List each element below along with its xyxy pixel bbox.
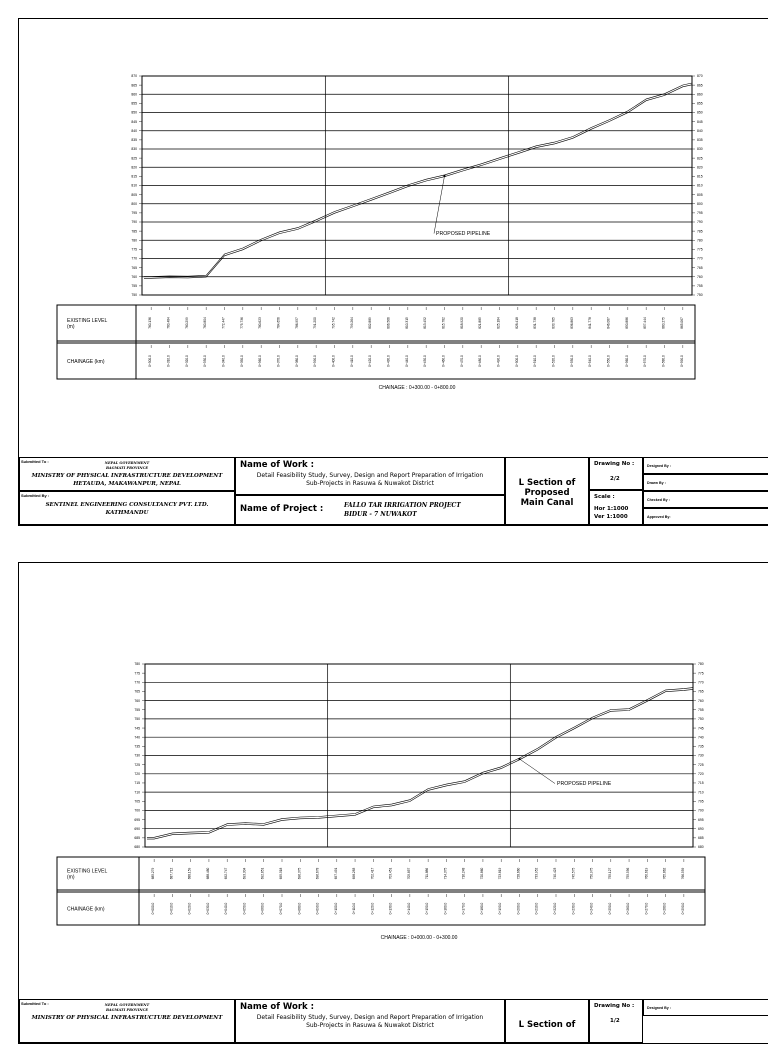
existing-level-value: 799.264 xyxy=(349,317,354,329)
existing-level-value: 714.375 xyxy=(443,867,448,880)
y-tick-label-left: 720 xyxy=(134,772,140,776)
consultant-name: SENTINEL ENGINEERING CONSULTANCY PVT. LTD. xyxy=(45,502,209,508)
y-tick-label-left: 770 xyxy=(134,680,140,685)
chainage-value: 0+000.0 xyxy=(151,902,156,915)
y-tick-label-left: 840 xyxy=(131,128,137,133)
chainage-value: 0+220.0 xyxy=(553,902,557,915)
y-tick-label-right: 775 xyxy=(698,671,704,676)
submitted-to-label: Submitted To : xyxy=(21,459,49,464)
y-tick-label-left: 740 xyxy=(134,735,140,740)
approved-by-cell xyxy=(643,508,768,525)
chainage-value: 0+360.0 xyxy=(258,355,263,367)
chainage-value: 0+480.0 xyxy=(478,355,483,367)
row-label-chainage: CHAINAGE (km) xyxy=(67,906,105,913)
y-tick-label-right: 710 xyxy=(698,790,704,795)
existing-level-value: 716.248 xyxy=(461,867,466,880)
drawn-by-cell xyxy=(643,474,768,491)
existing-level-value: 755.556 xyxy=(626,867,631,880)
y-tick-label-left: 730 xyxy=(134,753,140,758)
existing-level-value: 821.885 xyxy=(478,317,483,329)
row-label-existing-unit: (m) xyxy=(67,874,75,881)
existing-level-value: 818.920 xyxy=(459,317,464,329)
chainage-value: 0+520.0 xyxy=(551,355,556,367)
chainage-value: 0+010.0 xyxy=(169,902,174,915)
drawing-no-cell xyxy=(589,457,643,490)
y-tick-label-right: 765 xyxy=(697,265,703,270)
y-tick-label-right: 835 xyxy=(697,138,703,143)
existing-level-value: 857.444 xyxy=(643,317,648,329)
y-tick-label-right: 770 xyxy=(697,256,703,261)
submitted-to-cell-2 xyxy=(19,999,235,1043)
y-tick-label-left: 835 xyxy=(131,138,137,143)
existing-ground-line xyxy=(144,83,692,277)
chainage-value: 0+040.0 xyxy=(224,902,229,915)
row-label-existing: EXISTING LEVEL xyxy=(67,868,108,875)
existing-level-value: 755.127 xyxy=(607,867,612,880)
y-tick-label-left: 810 xyxy=(131,183,137,188)
chainage-value: 0+380.0 xyxy=(294,355,299,367)
existing-level-value: 810.315 xyxy=(404,317,409,329)
chainage-value: 0+280.0 xyxy=(662,902,667,915)
profile-chart-2 xyxy=(19,563,768,999)
y-tick-label-right: 780 xyxy=(698,662,704,667)
y-tick-label-right: 700 xyxy=(698,808,704,813)
existing-level-value: 705.857 xyxy=(406,867,411,880)
y-tick-label-right: 830 xyxy=(697,147,703,152)
chainage-value: 0+080.0 xyxy=(297,902,302,915)
existing-ground-line xyxy=(147,688,693,838)
existing-level-value: 745.575 xyxy=(571,867,576,880)
existing-level-value: 846.087 xyxy=(606,317,611,329)
pipeline-leader xyxy=(434,176,445,234)
chainage-value: 0+540.0 xyxy=(588,355,593,367)
existing-level-value: 765.862 xyxy=(662,867,667,880)
existing-level-value: 772.447 xyxy=(221,317,226,329)
pipeline-marker xyxy=(518,758,520,760)
chainage-value: 0+500.0 xyxy=(514,355,519,367)
y-tick-label-left: 745 xyxy=(134,726,140,731)
existing-level-value: 733.952 xyxy=(534,867,539,880)
chainage-value: 0+170.0 xyxy=(461,902,466,915)
chainage-value: 0+530.0 xyxy=(569,355,574,367)
y-tick-label-right: 760 xyxy=(697,274,703,279)
y-tick-label-right: 815 xyxy=(697,174,703,179)
y-tick-label-left: 700 xyxy=(134,808,140,813)
existing-level-value: 760.804 xyxy=(203,317,208,329)
name-of-work-text: Detail Feasibility Study, Survey, Design and Report Preparation of Irrigation Sub-Projects in Rasuwa & Nuwakot District xyxy=(256,472,484,487)
y-tick-label-left: 680 xyxy=(134,845,140,850)
profile-chart-1 xyxy=(19,19,768,459)
submitted-by-cell xyxy=(19,491,235,525)
y-tick-label-right: 770 xyxy=(698,680,704,685)
y-tick-label-right: 785 xyxy=(697,229,703,234)
chainage-value: 0+330.0 xyxy=(203,355,208,367)
existing-level-value: 825.184 xyxy=(496,317,501,329)
submitted-to-label-2: Submitted To : xyxy=(21,1001,49,1006)
y-tick-label-right: 745 xyxy=(698,726,704,731)
chainage-value: 0+070.0 xyxy=(279,902,283,915)
y-tick-label-right: 795 xyxy=(697,211,703,216)
drawing-sheet-2 xyxy=(18,562,768,1044)
y-tick-label-right: 685 xyxy=(698,836,704,841)
chainage-value: 0+490.0 xyxy=(496,355,501,367)
chainage-value: 0+440.0 xyxy=(404,355,409,367)
existing-level-value: 760.619 xyxy=(644,867,649,880)
name-of-work-cell xyxy=(235,457,505,495)
y-tick-label-right: 680 xyxy=(698,845,704,850)
existing-level-value: 695.518 xyxy=(279,867,283,880)
drawing-title: L Section of Proposed Main Canal xyxy=(518,478,576,508)
gov-line1: NEPAL GOVERNMENT xyxy=(104,461,150,465)
chainage-value: 0+370.0 xyxy=(276,355,281,367)
y-tick-label-left: 775 xyxy=(134,671,140,676)
chainage-value: 0+160.0 xyxy=(443,902,448,915)
pipeline-leader xyxy=(519,759,555,784)
existing-level-value: 775.736 xyxy=(239,317,244,329)
y-tick-label-left: 705 xyxy=(134,799,140,804)
scale-cell xyxy=(589,490,643,525)
y-tick-label-right: 825 xyxy=(697,156,703,161)
y-tick-label-left: 870 xyxy=(131,74,137,79)
chainage-value: 0+140.0 xyxy=(406,902,411,915)
existing-level-value: 688.159 xyxy=(187,867,192,880)
y-tick-label-left: 715 xyxy=(134,781,140,786)
submitted-by-label: Submitted By : xyxy=(21,493,50,498)
y-tick-label-right: 690 xyxy=(698,826,704,831)
drawing-no: 2/2 xyxy=(610,476,620,482)
ministry-name: MINISTRY OF PHYSICAL INFRASTRUCTURE DEVELOPMENT xyxy=(31,473,223,479)
y-tick-label-left: 815 xyxy=(131,174,137,179)
y-tick-label-right: 810 xyxy=(697,183,703,188)
existing-level-value: 711.886 xyxy=(425,867,430,880)
existing-level-value: 760.484 xyxy=(166,317,171,329)
y-tick-label-left: 780 xyxy=(131,238,137,243)
y-tick-label-left: 830 xyxy=(131,147,137,152)
y-tick-label-right: 755 xyxy=(698,707,704,712)
existing-level-value: 786.957 xyxy=(294,317,299,329)
chainage-value: 0+260.0 xyxy=(626,902,631,915)
existing-level-value: 795.742 xyxy=(331,317,336,329)
y-tick-label-right: 755 xyxy=(697,284,703,289)
y-tick-label-left: 685 xyxy=(134,836,140,841)
y-tick-label-left: 690 xyxy=(134,826,140,831)
y-tick-label-left: 755 xyxy=(131,284,137,289)
y-tick-label-left: 750 xyxy=(134,717,140,722)
y-tick-label-right: 705 xyxy=(698,799,704,804)
chainage-value: 0+450.0 xyxy=(423,355,428,367)
scale-hor: Hor 1:1000 xyxy=(594,506,629,512)
y-tick-label-left: 865 xyxy=(131,83,137,88)
y-tick-label-right: 870 xyxy=(697,74,703,79)
y-tick-label-left: 785 xyxy=(131,229,137,234)
existing-level-value: 697.491 xyxy=(333,867,338,880)
chainage-value: 0+430.0 xyxy=(386,355,391,367)
y-tick-label-left: 760 xyxy=(131,274,137,279)
drawing-no-label-2: Drawing No : xyxy=(594,1003,635,1009)
chainage-value: 0+290.0 xyxy=(680,902,685,915)
y-tick-label-left: 790 xyxy=(131,220,137,225)
ministry-address: HETAUDA, MAKAWANPUR, NEPAL xyxy=(73,481,181,487)
checked-by-label: Checked By : xyxy=(647,498,670,502)
existing-level-value: 687.712 xyxy=(169,867,174,880)
chainage-value: 0+190.0 xyxy=(498,902,503,915)
existing-level-value: 750.975 xyxy=(589,867,594,880)
existing-level-value: 766.559 xyxy=(680,867,685,880)
y-tick-label-left: 735 xyxy=(134,744,140,749)
existing-level-value: 760.136 xyxy=(148,317,153,329)
chainage-value: 0+420.0 xyxy=(368,355,373,367)
y-tick-label-right: 820 xyxy=(697,165,703,170)
y-tick-label-right: 725 xyxy=(698,762,704,767)
approved-by-label: Approved By: xyxy=(647,515,671,519)
existing-level-value: 806.566 xyxy=(386,317,391,329)
chainage-value: 0+580.0 xyxy=(661,355,666,367)
y-tick-label-right: 790 xyxy=(697,220,703,225)
existing-level-value: 815.782 xyxy=(441,317,446,329)
chainage-value: 0+320.0 xyxy=(184,355,189,367)
y-tick-label-right: 695 xyxy=(698,817,704,822)
y-tick-label-right: 850 xyxy=(697,110,703,115)
y-tick-label-right: 740 xyxy=(698,735,704,740)
chainage-value: 0+020.0 xyxy=(187,902,192,915)
y-tick-label-left: 750 xyxy=(131,293,137,298)
existing-level-value: 850.886 xyxy=(624,317,629,329)
y-tick-label-left: 775 xyxy=(131,247,137,252)
drawing-no-cell-2 xyxy=(589,999,643,1043)
chainage-value: 0+400.0 xyxy=(331,355,336,367)
existing-level-value: 836.863 xyxy=(569,317,574,329)
pipeline-label: PROPOSED PIPELINE xyxy=(557,781,612,787)
chainage-value: 0+240.0 xyxy=(589,902,594,915)
page-gap xyxy=(0,526,768,560)
drawing-sheet-1 xyxy=(18,18,768,526)
title-block-1 xyxy=(19,457,768,525)
data-table-frame xyxy=(57,305,695,379)
chainage-caption: CHAINAGE : 0+300.00 - 0+800.00 xyxy=(378,385,456,391)
y-tick-label-left: 800 xyxy=(131,201,137,206)
row-label-existing-unit: (m) xyxy=(67,324,75,330)
y-tick-label-right: 750 xyxy=(697,293,703,298)
chainage-value: 0+050.0 xyxy=(242,902,247,915)
y-tick-label-left: 765 xyxy=(131,265,137,270)
gov-line2-2: BAGMATI PROVINCE xyxy=(105,1008,149,1012)
drawn-by-label: Drawn By : xyxy=(647,481,666,485)
existing-level-value: 723.819 xyxy=(498,867,503,880)
chainage-value: 0+090.0 xyxy=(315,902,320,915)
existing-level-value: 828.418 xyxy=(514,317,519,329)
existing-level-value: 833.765 xyxy=(551,317,556,329)
y-tick-label-left: 770 xyxy=(131,256,137,261)
chainage-value: 0+130.0 xyxy=(388,902,393,915)
designed-by-cell xyxy=(643,457,768,474)
y-tick-label-right: 765 xyxy=(698,689,704,694)
existing-level-value: 865.067 xyxy=(679,317,684,329)
y-tick-label-right: 840 xyxy=(697,128,703,133)
chainage-value: 0+340.0 xyxy=(221,355,226,367)
designed-by-label-2: Designed By : xyxy=(647,1006,671,1010)
scale-ver: Ver 1:1000 xyxy=(594,514,628,520)
chainage-value: 0+210.0 xyxy=(534,902,539,915)
existing-level-value: 702.417 xyxy=(370,867,375,880)
name-of-project-label: Name of Project : xyxy=(240,504,324,514)
existing-level-value: 841.778 xyxy=(588,317,593,329)
chainage-value: 0+250.0 xyxy=(607,902,612,915)
y-tick-label-left: 795 xyxy=(131,211,137,216)
chainage-value: 0+300.0 xyxy=(148,355,153,367)
y-tick-label-right: 860 xyxy=(697,92,703,97)
existing-level-value: 813.452 xyxy=(423,317,428,329)
y-tick-label-left: 825 xyxy=(131,156,137,161)
y-tick-label-left: 780 xyxy=(134,662,140,667)
consultant-city: KATHMANDU xyxy=(105,510,149,516)
y-tick-label-right: 855 xyxy=(697,101,703,106)
name-of-work-text-2: Detail Feasibility Study, Survey, Design and Report Preparation of Irrigation Sub-Projects in Rasuwa & Nuwakot District xyxy=(256,1014,484,1029)
chainage-value: 0+470.0 xyxy=(459,355,464,367)
chainage-value: 0+270.0 xyxy=(644,902,649,915)
y-tick-label-left: 860 xyxy=(131,92,137,97)
y-tick-label-right: 760 xyxy=(698,698,704,703)
row-label-existing: EXISTING LEVEL xyxy=(67,318,108,324)
y-tick-label-right: 735 xyxy=(698,744,704,749)
row-label-chainage: CHAINAGE (km) xyxy=(67,359,105,365)
y-tick-label-left: 850 xyxy=(131,110,137,115)
project-cell xyxy=(235,495,505,525)
existing-level-value: 860.275 xyxy=(661,317,666,329)
existing-level-value: 698.283 xyxy=(352,867,357,880)
chainage-value: 0+310.0 xyxy=(166,355,171,367)
pipeline-marker xyxy=(443,175,445,177)
project-name-line: FALLO TAR IRRIGATION PROJECT xyxy=(344,502,461,509)
y-tick-label-right: 865 xyxy=(697,83,703,88)
name-of-work-cell-2 xyxy=(235,999,505,1043)
chainage-value: 0+150.0 xyxy=(425,902,430,915)
project-name xyxy=(344,501,461,519)
existing-level-value: 728.660 xyxy=(516,867,521,880)
drawing-title-cell xyxy=(505,457,589,525)
chainage-value: 0+110.0 xyxy=(352,902,357,915)
y-tick-label-right: 845 xyxy=(697,119,703,124)
y-tick-label-right: 800 xyxy=(697,201,703,206)
existing-level-value: 791.200 xyxy=(313,317,318,329)
chainage-value: 0+060.0 xyxy=(260,902,265,915)
designed-by-label: Designed By : xyxy=(647,464,671,468)
y-tick-label-right: 720 xyxy=(698,772,704,776)
existing-level-value: 784.656 xyxy=(276,317,281,329)
existing-level-value: 720.860 xyxy=(479,867,484,880)
chainage-value: 0+120.0 xyxy=(370,902,375,915)
chainage-value: 0+200.0 xyxy=(516,902,521,915)
project-ward: BIDUR - 7 NUWAKOT xyxy=(344,511,417,518)
existing-level-value: 692.747 xyxy=(224,867,229,880)
existing-level-value: 692.851 xyxy=(260,867,265,880)
chainage-value: 0+410.0 xyxy=(349,355,354,367)
existing-level-value: 760.299 xyxy=(184,317,189,329)
y-tick-label-right: 730 xyxy=(698,753,704,758)
ministry-name-2: MINISTRY OF PHYSICAL INFRASTRUCTURE DEVELOPMENT xyxy=(31,1015,223,1021)
chainage-value: 0+230.0 xyxy=(571,902,576,915)
chainage-value: 0+350.0 xyxy=(239,355,244,367)
scale-label: Scale : xyxy=(594,494,615,500)
chainage-value: 0+100.0 xyxy=(333,902,338,915)
y-tick-label-right: 750 xyxy=(698,717,704,722)
chainage-value: 0+390.0 xyxy=(313,355,318,367)
chainage-value: 0+460.0 xyxy=(441,355,446,367)
pipeline-label: PROPOSED PIPELINE xyxy=(436,231,491,237)
y-tick-label-left: 760 xyxy=(134,698,140,703)
chainage-value: 0+030.0 xyxy=(205,902,210,915)
gov-line2: BAGMATI PROVINCE xyxy=(105,466,149,470)
chainage-value: 0+590.0 xyxy=(679,355,684,367)
existing-level-value: 703.451 xyxy=(388,867,393,880)
proposed-pipeline-line xyxy=(147,689,693,839)
gov-line1-2: NEPAL GOVERNMENT xyxy=(104,1003,150,1007)
y-tick-label-right: 780 xyxy=(697,238,703,243)
y-tick-label-right: 715 xyxy=(698,781,704,786)
existing-level-value: 831.738 xyxy=(533,317,538,329)
name-of-work-label: Name of Work : xyxy=(240,460,315,470)
drawing-title-cell-2 xyxy=(505,999,589,1043)
chainage-value: 0+180.0 xyxy=(479,902,484,915)
drawing-no-2: 1/2 xyxy=(610,1018,620,1024)
y-tick-label-right: 775 xyxy=(697,247,703,252)
y-tick-label-left: 695 xyxy=(134,817,140,822)
y-tick-label-left: 765 xyxy=(134,689,140,694)
chainage-value: 0+550.0 xyxy=(606,355,611,367)
existing-level-value: 802.889 xyxy=(368,317,373,329)
designed-by-cell-2 xyxy=(643,999,768,1016)
checked-by-cell xyxy=(643,491,768,508)
y-tick-label-left: 855 xyxy=(131,101,137,106)
existing-level-value: 693.304 xyxy=(242,867,247,880)
existing-level-value: 696.678 xyxy=(315,867,320,880)
y-tick-label-left: 820 xyxy=(131,165,137,170)
existing-level-value: 688.480 xyxy=(205,867,210,880)
drawing-no-label: Drawing No : xyxy=(594,461,635,467)
y-tick-label-right: 805 xyxy=(697,192,703,197)
name-of-work-label-2: Name of Work : xyxy=(240,1002,315,1012)
existing-level-value: 696.375 xyxy=(297,867,302,880)
title-block-2 xyxy=(19,999,768,1043)
existing-level-value: 780.623 xyxy=(258,317,263,329)
submitted-to-cell xyxy=(19,457,235,491)
existing-level-value: 685.279 xyxy=(151,867,156,880)
chainage-value: 0+510.0 xyxy=(533,355,538,367)
y-tick-label-left: 845 xyxy=(131,119,137,124)
y-tick-label-left: 710 xyxy=(134,790,140,795)
chainage-value: 0+560.0 xyxy=(624,355,629,367)
chainage-caption: CHAINAGE : 0+000.00 - 0+300.00 xyxy=(380,935,458,941)
y-tick-label-left: 755 xyxy=(134,707,140,712)
chainage-value: 0+570.0 xyxy=(643,355,648,367)
y-tick-label-left: 725 xyxy=(134,762,140,767)
existing-level-value: 740.423 xyxy=(553,867,557,880)
y-tick-label-left: 805 xyxy=(131,192,137,197)
drawing-title-2: L Section of xyxy=(518,1020,576,1030)
